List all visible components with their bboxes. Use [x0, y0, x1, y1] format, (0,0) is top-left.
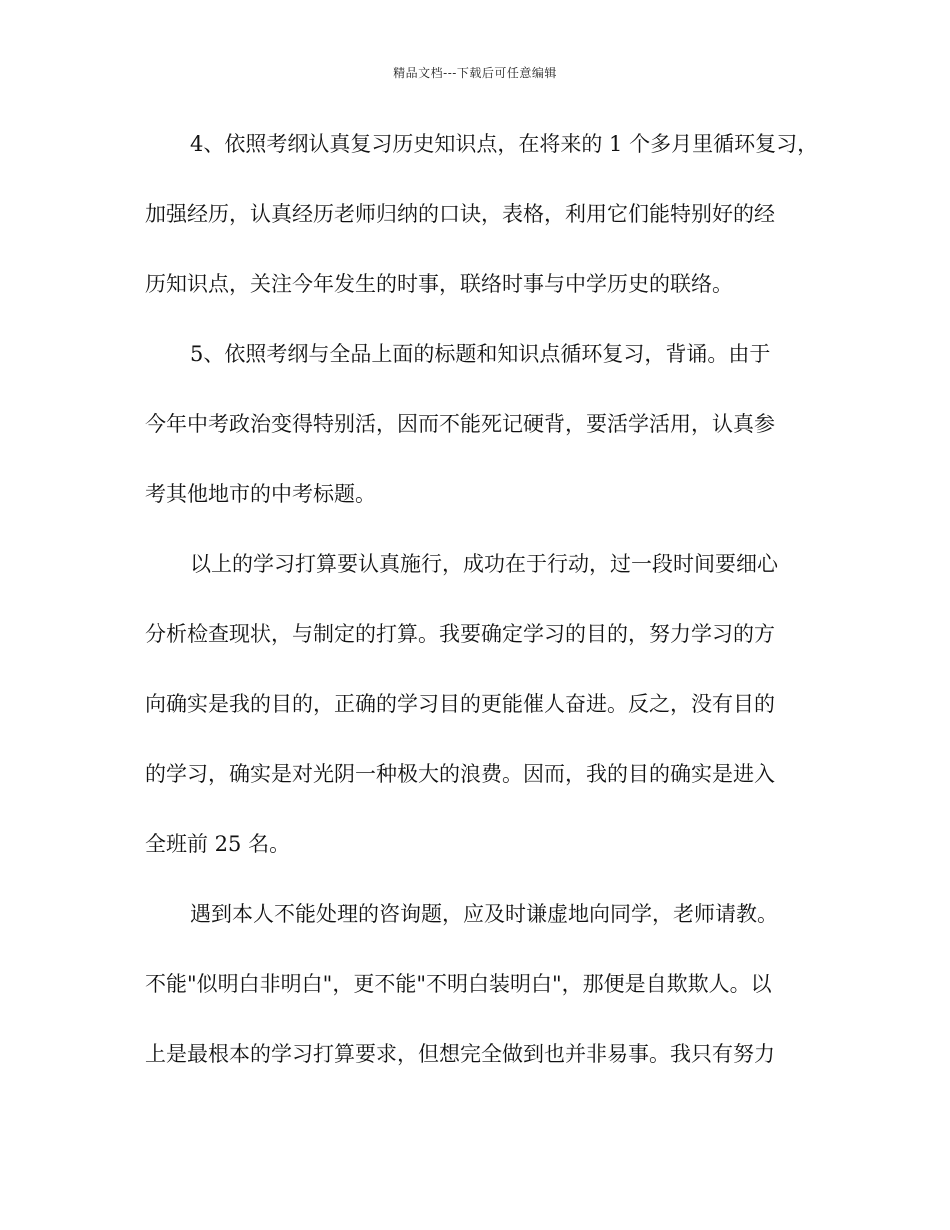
paragraph-line: 上是最根本的学习打算要求，但想完全做到也并非易事。我只有努力 [145, 1042, 775, 1066]
paragraph-line: 全班前 25 名。 [145, 832, 291, 856]
paragraph-line: 考其他地市的中考标题。 [145, 482, 376, 506]
document-body [145, 124, 819, 1104]
paragraph-line: 以上的学习打算要认真施行，成功在于行动，过一段时间要细心 [190, 552, 778, 576]
paragraph-line: 分析检查现状，与制定的打算。我要确定学习的目的，努力学习的方 [145, 622, 775, 646]
paragraph-line: 今年中考政治变得特别活，因而不能死记硬背，要活学活用，认真参 [145, 412, 775, 436]
paragraph-line: 向确实是我的目的，正确的学习目的更能催人奋进。反之，没有目的 [145, 692, 775, 716]
paragraph-line: 5、依照考纲与全品上面的标题和知识点循环复习，背诵。由于 [190, 342, 771, 366]
page-header: 精品文档---下载后可任意编辑 [393, 66, 557, 80]
paragraph-line: 加强经历，认真经历老师归纳的口诀，表格，利用它们能特别好的经 [145, 202, 775, 226]
paragraph-line: 的学习，确实是对光阴一种极大的浪费。因而，我的目的确实是进入 [145, 762, 775, 786]
paragraph-line: 不能"似明白非明白"，更不能"不明白装明白"，那便是自欺欺人。以 [145, 972, 772, 996]
paragraph-line: 4、依照考纲认真复习历史知识点，在将来的 1 个多月里循环复习， [190, 132, 819, 156]
paragraph-line: 遇到本人不能处理的咨询题，应及时谦虚地向同学，老师请教。 [190, 902, 778, 926]
paragraph-line: 历知识点，关注今年发生的时事，联络时事与中学历史的联络。 [145, 272, 733, 296]
